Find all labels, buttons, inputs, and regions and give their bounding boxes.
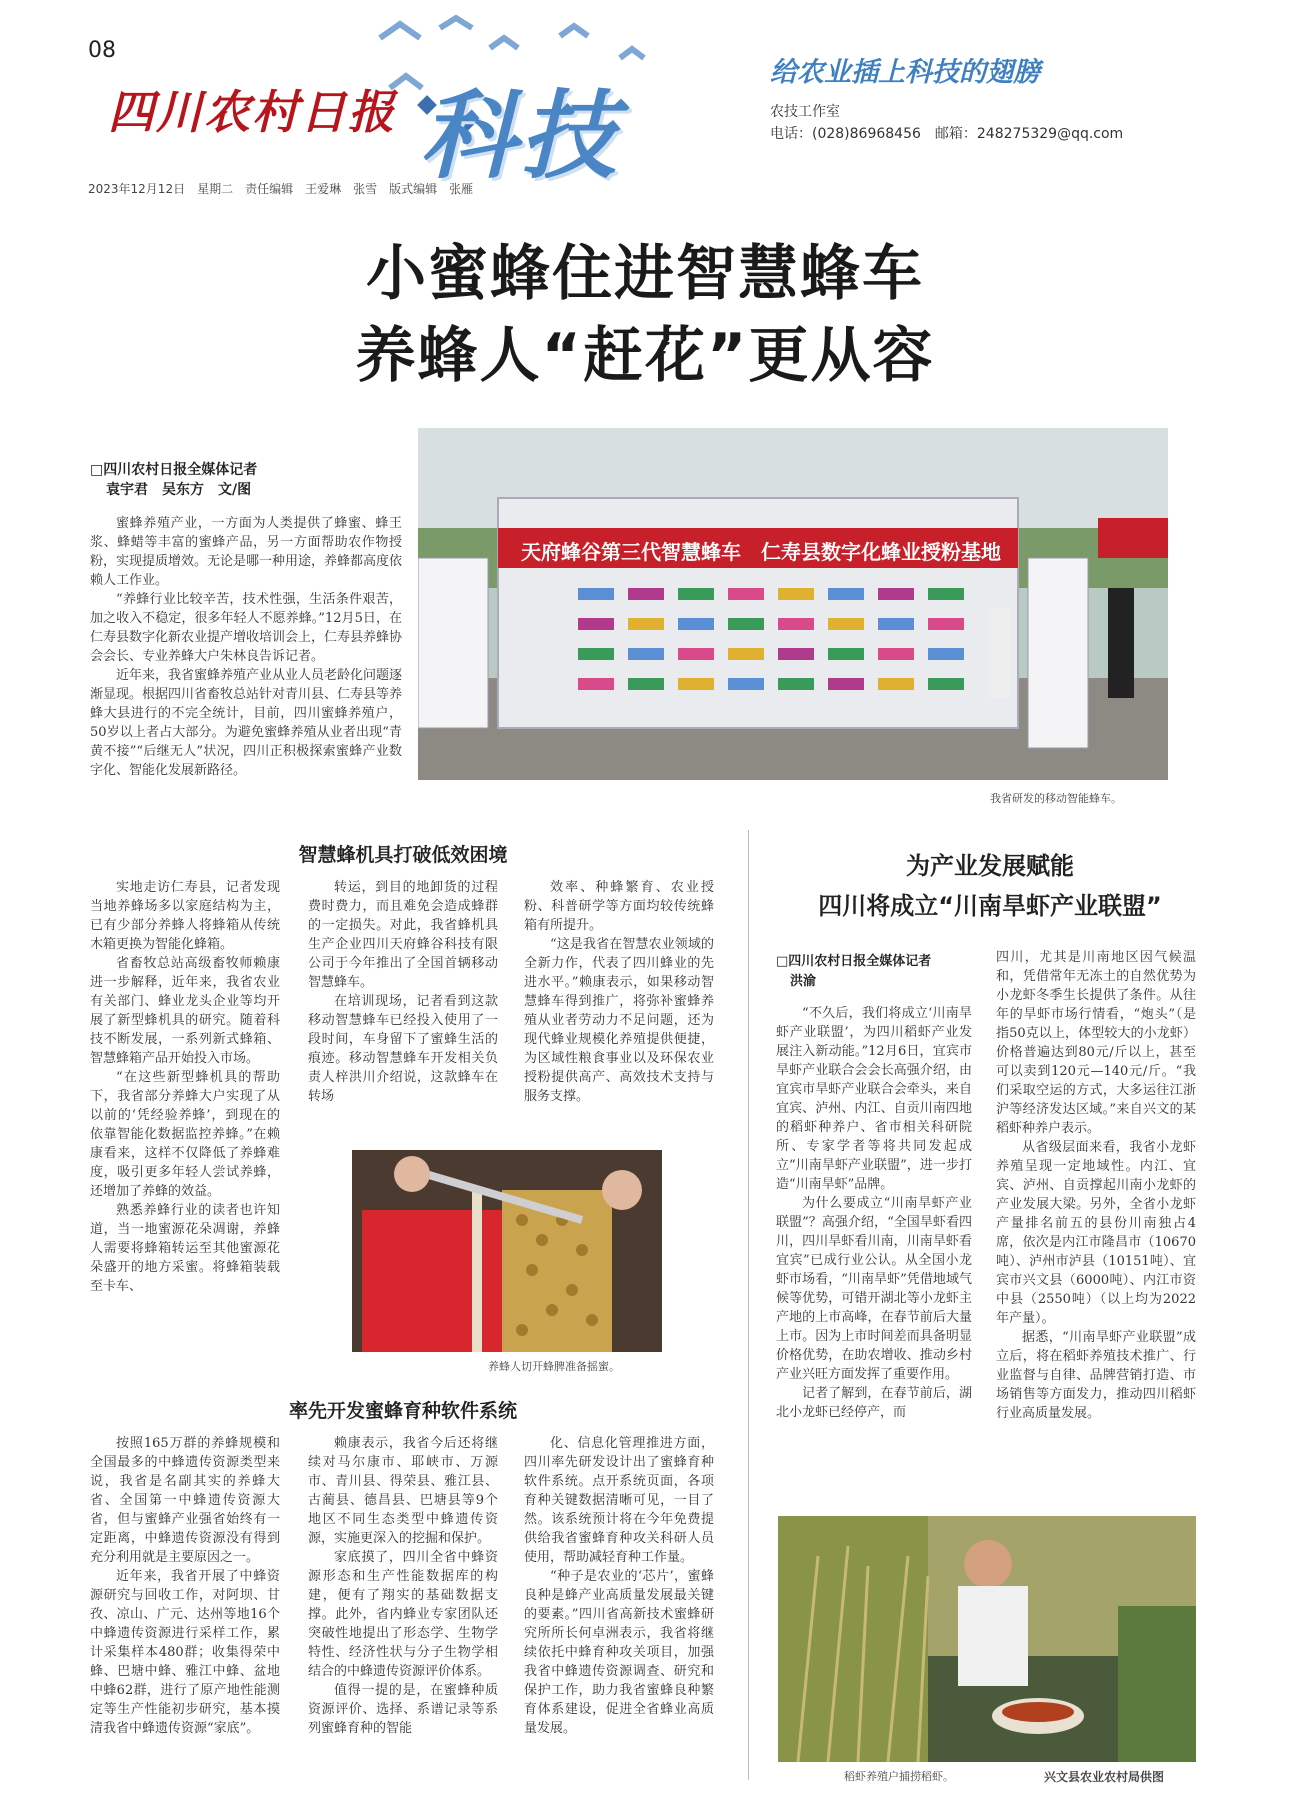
crayfish-photo-credit: 兴文县农业农村局供图 xyxy=(1044,1770,1165,1784)
paragraph: 实地走访仁寿县，记者发现当地养蜂场多以家庭结构为主，已有少部分养蜂人将蜂箱从传统木箱更换为智能化蜂箱。 xyxy=(90,880,280,952)
paragraph: 转运，到目的地卸货的过程费时费力，而且难免会造成蜂群的一定损失。对此，我省蜂机具生产企业四川天府蜂谷科技有限公司于今年推出了全国首辆移动智慧蜂车。 xyxy=(308,880,498,990)
lead-byline-authors: 袁宇君 吴东方 文/图 xyxy=(106,482,252,498)
headline-line2: 养蜂人“赶花”更从容 xyxy=(355,321,935,391)
paragraph: 值得一提的是，在蜜蜂种质资源评价、选择、系谱记录等系列蜜蜂育种的智能 xyxy=(308,1683,498,1736)
section-title: 科技 xyxy=(420,79,620,192)
paragraph: 为什么要成立“川南旱虾产业联盟”？高强介绍，“全国旱虾看四川，四川旱虾看川南，川南旱虾看宜宾”已成行业公认。从全国小龙虾市场看，“川南旱虾”凭借地域气候等优势，可错开湖北等小龙虾主产地的上市高峰，在春节前后大量上市。因为上市时间差而具备明显价格优势，在助农增收、推动乡村产业兴旺方面发挥了重要作用。 xyxy=(776,1196,972,1382)
crayfish-farmer-photo xyxy=(778,1516,1196,1762)
paragraph: 按照165万群的养蜂规模和全国最多的中蜂遗传资源类型来说，我省是名副其实的养蜂大省、全国第一中蜂遗传资源大省，但与蜜蜂产业强省始终有一定距离，中蜂遗传资源没有得到充分利用就是主要原因之一。 xyxy=(90,1436,280,1565)
subheading-smart-tools: 智慧蜂机具打破低效困境 xyxy=(298,844,508,866)
paragraph: “在这些新型蜂机具的帮助下，我省部分养蜂大户实现了从以前的‘凭经验养蜂’，到现在的依靠智能化数据监控养蜂。”在赖康看来，这样不仅降低了养蜂难度，吸引更多年轻人尝试养蜂，还增加了养蜂的效益。 xyxy=(90,1070,280,1199)
paragraph: 省畜牧总站高级畜牧师赖康进一步解释，近年来，我省农业有关部门、蜂业龙头企业等均开展了新型蜂机具的研究。随着科技不断发展，一系列新式蜂箱、智慧蜂箱产品开始投入市场。 xyxy=(90,956,280,1066)
paragraph: 赖康表示，我省今后还将继续对马尔康市、耶峡市、万源市、青川县、得荣县、雅江县、古蔺县、德昌县、巴塘县等9个地区不同生态类型中蜂遗传资源，实施更深入的挖掘和保护。 xyxy=(308,1436,498,1546)
newspaper-logo: 四川农村日报 xyxy=(108,85,396,139)
subheading-breeding-software: 率先开发蜜蜂育种软件系统 xyxy=(288,1400,517,1422)
paragraph: “不久后，我们将成立‘川南旱虾产业联盟’，为四川稻虾产业发展注入新动能。”12月6日，宜宾市旱虾产业联合会会长高强介绍，由宜宾市旱虾产业联合会牵头，来自宜宾、泸州、内江、自贡川南四地的稻虾种养户、省市相关科研院所、专家学者等将共同发起成立“川南旱虾产业联盟”，进一步打造“川南旱虾”品牌。 xyxy=(776,1006,972,1192)
paragraph: 四川，尤其是川南地区因气候温和，凭借常年无冻土的自然优势为小龙虾冬季生长提供了条件。从往年的旱虾市场行情看，“炮头”（是指50克以上，体型较大的小龙虾）价格普遍达到80元/斤以上，甚至可以卖到120元—140元/斤。“我们采取空运的方式，大多运往江浙沪等经济发达区域。”来自兴文的某稻虾种养户表示。 xyxy=(996,950,1196,1136)
column-2-3 xyxy=(524,1434,714,1778)
office-name: 农技工作室 xyxy=(770,104,840,120)
paragraph: 效率、种蜂繁育、农业授粉、科普研学等方面均较传统蜂箱有所提升。 xyxy=(524,880,714,933)
second-column-1 xyxy=(776,1004,972,1500)
crayfish-caption: 稻虾养殖户捕捞稻虾。 xyxy=(844,1770,954,1783)
column-divider xyxy=(748,830,749,1780)
paragraph: “养蜂行业比较辛苦，技术性强，生活条件艰苦，加之收入不稳定，很多年轻人不愿养蜂。”12月5日，在仁寿县数字化新农业提产增收培训会上，仁寿县养蜂协会会长、专业养蜂大户朱林良告诉记者。 xyxy=(90,592,402,664)
paragraph: 熟悉养蜂行业的读者也许知道，当一地蜜源花朵凋谢，养蜂人需要将蜂箱转运至其他蜜源花朵盛开的地方采蜜。将蜂箱装载至卡车、 xyxy=(90,1203,280,1294)
second-byline-org: □四川农村日报全媒体记者 xyxy=(776,954,932,969)
paragraph: 蜜蜂养殖产业，一方面为人类提供了蜂蜜、蜂王浆、蜂蜡等丰富的蜜蜂产品，另一方面帮助农作物授粉，实现提质增效。无论是哪一种用途，养蜂都高度依赖人工作业。 xyxy=(90,516,402,588)
column-1-1 xyxy=(90,878,280,1366)
paragraph: “这是我省在智慧农业领域的全新力作，代表了四川蜂业的先进水平。”赖康表示，如果移动智慧蜂车得到推广，将弥补蜜蜂养殖从业者劳动力不足问题，还为现代蜂业规模化养殖提供便捷，为区域性粮食事业以及环保农业授粉提供高产、高效技术支持与服务支撑。 xyxy=(524,937,714,1104)
paragraph: 近年来，我省开展了中蜂资源研究与回收工作，对阿坝、甘孜、凉山、广元、达州等地16个中蜂遗传资源进行采样工作，累计采集样本480群；收集得荣中蜂、巴塘中蜂、雅江中蜂、盆地中蜂62群，进行了原产地性能测定等生产性能初步研究，基本摸清我省中蜂遗传资源“家底”。 xyxy=(90,1569,280,1736)
column-1-3 xyxy=(524,878,714,1126)
headline-line1: 小蜜蜂住进智慧蜂车 xyxy=(366,239,924,309)
truck-photo-caption: 我省研发的移动智能蜂车。 xyxy=(990,792,1122,805)
honeycomb-caption: 养蜂人切开蜂脾准备摇蜜。 xyxy=(488,1360,620,1373)
paragraph: “种子是农业的‘芯片’，蜜蜂良种是蜂产业高质量发展最关键的要素。”四川省高新技术蜜蜂研究所所长何卓洲表示，我省将继续依托中蜂育种攻关项目，加强我省中蜂遗传资源调查、研究和保护工作，助力我省蜜蜂良种繁育体系建设，促进全省蜂业高质量发展。 xyxy=(524,1569,714,1736)
paragraph: 化、信息化管理推进方面，四川率先研发设计出了蜜蜂育种软件系统。点开系统页面，各项育种关键数据清晰可见，一目了然。该系统预计将在今年免费提供给我省蜜蜂育种攻关科研人员使用，帮助减轻育种工作量。 xyxy=(524,1436,714,1565)
honeycomb-photo xyxy=(352,1150,662,1352)
dateline: 2023年12月12日 星期二 责任编辑 王爱琳 张雪 版式编辑 张雁 xyxy=(88,182,474,196)
paragraph: 据悉，“川南旱虾产业联盟”成立后，将在稻虾养殖技术推广、行业监督与自律、品牌营销打造、市场销售等方面发力，推动四川稻虾行业高质量发展。 xyxy=(996,1330,1196,1421)
second-byline-author: 洪渝 xyxy=(790,974,817,989)
lead-intro xyxy=(90,514,402,804)
second-headline-line1: 为产业发展赋能 xyxy=(906,852,1074,880)
section-slogan: 给农业插上科技的翅膀 xyxy=(770,57,1040,88)
column-2-2 xyxy=(308,1434,498,1778)
second-headline-line2: 四川将成立“川南旱虾产业联盟” xyxy=(818,892,1162,920)
paragraph: 从省级层面来看，我省小龙虾养殖呈现一定地域性。内江、宜宾、泸州、自贡撑起川南小龙虾的产业发展大梁。另外，全省小龙虾产量排名前五的县份川南独占4席，依次是内江市隆昌市（10670吨）、泸州市泸县（10151吨）、宜宾市兴文县（6000吨）、内江市资中县（2550吨）（以上均为2022年产量）。 xyxy=(996,1140,1196,1326)
column-1-2 xyxy=(308,878,498,1126)
paragraph: 近年来，我省蜜蜂养殖产业从业人员老龄化问题逐渐显现。根据四川省畜牧总站针对青川县、仁寿县等养蜂大县进行的不完全统计，目前，四川蜜蜂养殖户，50岁以上者占大部分。为避免蜜蜂养殖从业者出现“青黄不接”“后继无人”状况，四川正积极探索蜜蜂产业数字化、智能化发展新路径。 xyxy=(90,668,402,778)
page-number: 08 xyxy=(88,38,116,63)
paragraph: 记者了解到，在春节前后，湖北小龙虾已经停产，而 xyxy=(776,1386,972,1420)
column-2-1 xyxy=(90,1434,280,1778)
contact-info: 电话：(028)86968456 邮箱：248275329@qq.com xyxy=(770,126,1124,142)
paragraph: 在培训现场，记者看到这款移动智慧蜂车已经投入使用了一段时间，车身留下了蜜蜂生活的痕迹。移动智慧蜂车开发相关负责人梓洪川介绍说，这款蜂车在转场 xyxy=(308,994,498,1104)
paragraph: 家底摸了，四川全省中蜂资源形态和生产性能数据库的构建，便有了翔实的基础数据支撑。此外，省内蜂业专家团队还突破性地提出了形态学、生物学特性、经济性状与分子生物学相结合的中蜂遗传资源评价体系。 xyxy=(308,1550,498,1679)
second-column-2 xyxy=(996,948,1196,1500)
lead-byline-org: □四川农村日报全媒体记者 xyxy=(90,462,258,478)
truck-banner-text: 天府蜂谷第三代智慧蜂车 仁寿县数字化蜂业授粉基地 xyxy=(521,540,1001,564)
bee-truck-photo xyxy=(418,428,1168,780)
